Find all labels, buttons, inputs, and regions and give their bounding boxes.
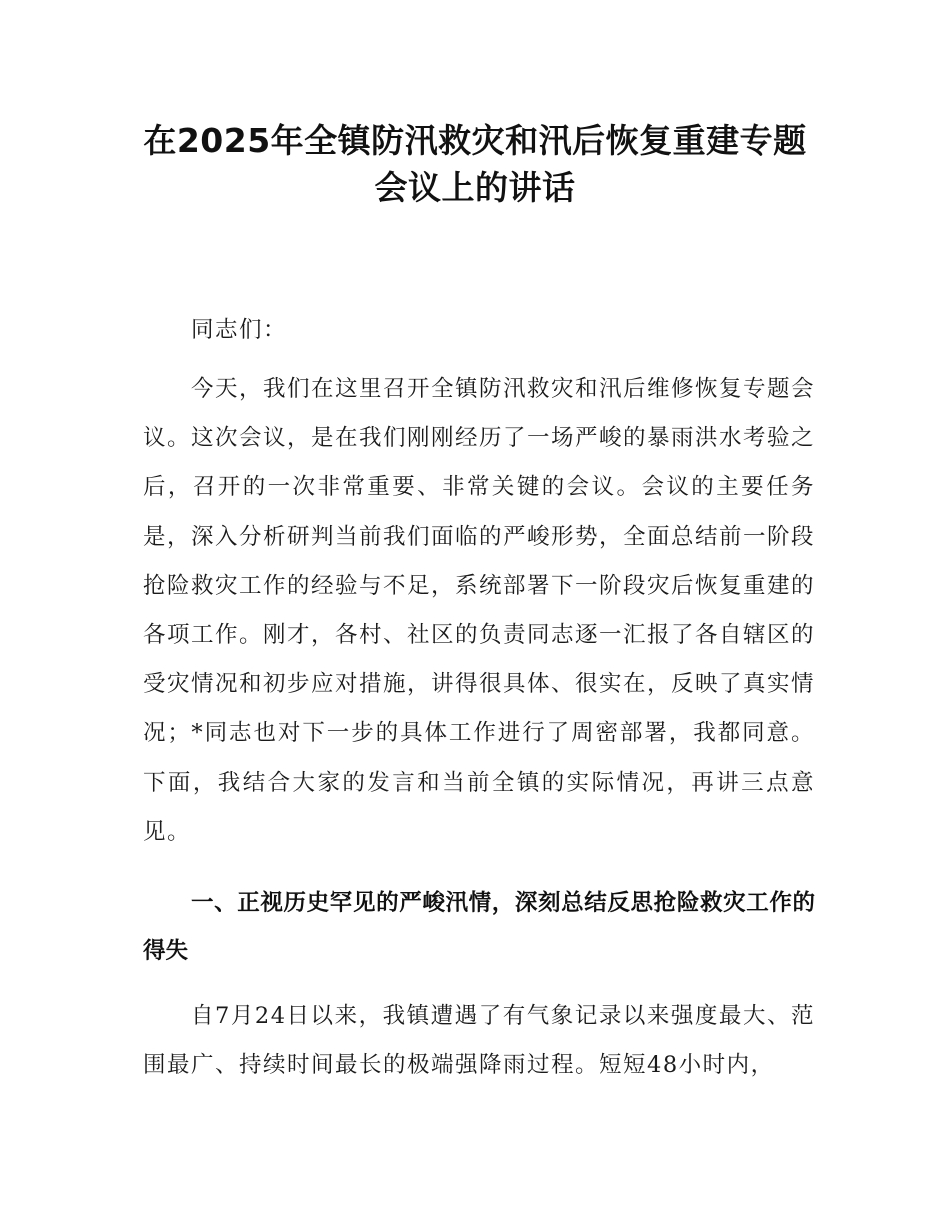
document-title-line-1: 在2025年全镇防汛救灾和汛后恢复重建专题 — [143, 121, 807, 160]
body-paragraph-2: 自7月24日以来，我镇遭遇了有气象记录以来强度最大、范围最广、持续时间最长的极端强降雨过程。短短48小时内， — [143, 1003, 815, 1079]
salutation: 同志们： — [191, 317, 288, 343]
section-heading-1: 一、正视历史罕见的严峻汛情，深刻总结反思抢险救灾工作的得失 — [143, 890, 815, 964]
body-paragraph-1: 今天，我们在这里召开全镇防汛救灾和汛后维修恢复专题会议。这次会议，是在我们刚刚经历了一场严峻的暴雨洪水考验之后，召开的一次非常重要、非常关键的会议。会议的主要任务是，深入分析研判当前我们面临的严峻形势，全面总结前一阶段抢险救灾工作的经验与不足，系统部署下一阶段灾后恢复重建的各项工作。刚才，各村、社区的负责同志逐一汇报了各自辖区的受灾情况和初步应对措施，讲得很具体、很实在，反映了真实情况；*同志也对下一步的具体工作进行了周密部署，我都同意。下面，我结合大家的发言和当前全镇的实际情况，再讲三点意见。 — [143, 376, 816, 845]
document-title-line-2: 会议上的讲话 — [374, 168, 576, 207]
